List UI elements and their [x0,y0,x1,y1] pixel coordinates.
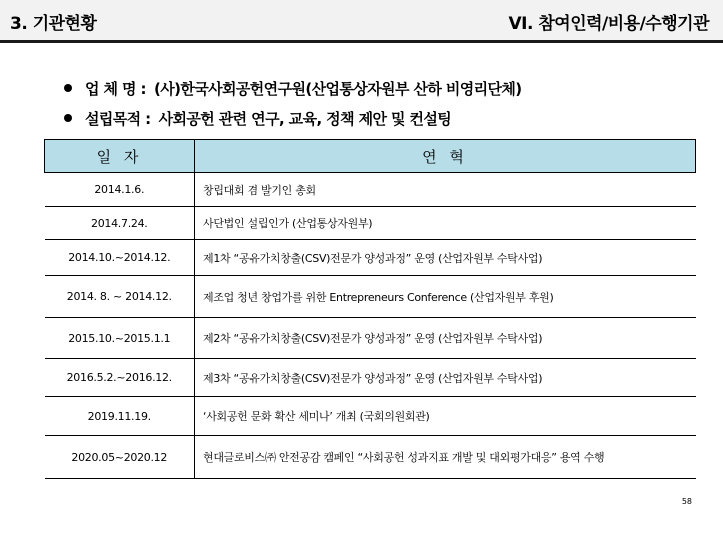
table-row [45,207,696,240]
table-row [45,359,696,397]
overview-item-purpose [64,106,522,130]
event-cell: 제3차 “공유가치창출(CSV)전문가 양성과정” 운영 (산업자원부 수탁사업) [195,359,696,397]
table-row [45,397,696,436]
bullet-icon [64,84,72,92]
event-cell: 제2차 “공유가치창출(CSV)전문가 양성과정” 운영 (산업자원부 수탁사업) [195,318,696,359]
table-row [45,436,696,479]
date-cell: 2014.10.~2014.12. [45,240,195,276]
date-cell: 2016.5.2.~2016.12. [45,359,195,397]
overview-value: (사)한국사회공헌연구원(산업통상자원부 산하 비영리단체) [153,79,522,98]
event-cell: 제1차 “공유가치창출(CSV)전문가 양성과정” 운영 (산업자원부 수탁사업) [195,240,696,276]
date-cell: 2014.1.6. [45,173,195,207]
overview-list [64,76,522,136]
date-cell: 2014.7.24. [45,207,195,240]
header-bar [0,0,723,40]
date-cell: 2015.10.~2015.1.1 [45,318,195,359]
bullet-icon [64,114,72,122]
history-table [44,139,696,479]
event-cell: ‘사회공헌 문화 확산 세미나’ 개최 (국회의원회관) [195,397,696,436]
date-cell: 2014. 8. ~ 2014.12. [45,276,195,318]
date-cell: 2020.05~2020.12 [45,436,195,479]
overview-label: 업 체 명 : [85,79,146,98]
column-header-date: 일 자 [45,140,195,173]
overview-item-company-name [64,76,522,100]
table-header-row [45,140,696,173]
event-cell: 현대글로비스㈜ 안전공감 캠페인 “사회공헌 성과지표 개발 및 대외평가대응” 용역 수행 [195,436,696,479]
overview-label: 설립목적 : [85,109,151,128]
table-row [45,173,696,207]
event-cell: 사단법인 설립인가 (산업통상자원부) [195,207,696,240]
overview-value: 사회공헌 관련 연구, 교육, 정책 제안 및 컨설팅 [158,109,452,128]
section-title: 3. 기관현황 [10,14,97,34]
event-cell: 제조업 청년 창업가를 위한 Entrepreneurs Conference (산업자원부 후원) [195,276,696,318]
table-row [45,318,696,359]
event-cell: 창립대회 겸 발기인 총회 [195,173,696,207]
date-cell: 2019.11.19. [45,397,195,436]
chapter-title: VI. 참여인력/비용/수행기관 [508,14,709,34]
column-header-history: 연 혁 [195,140,696,173]
table-row [45,276,696,318]
table-row [45,240,696,276]
header-divider [0,40,723,43]
page-number: 58 [681,497,692,506]
